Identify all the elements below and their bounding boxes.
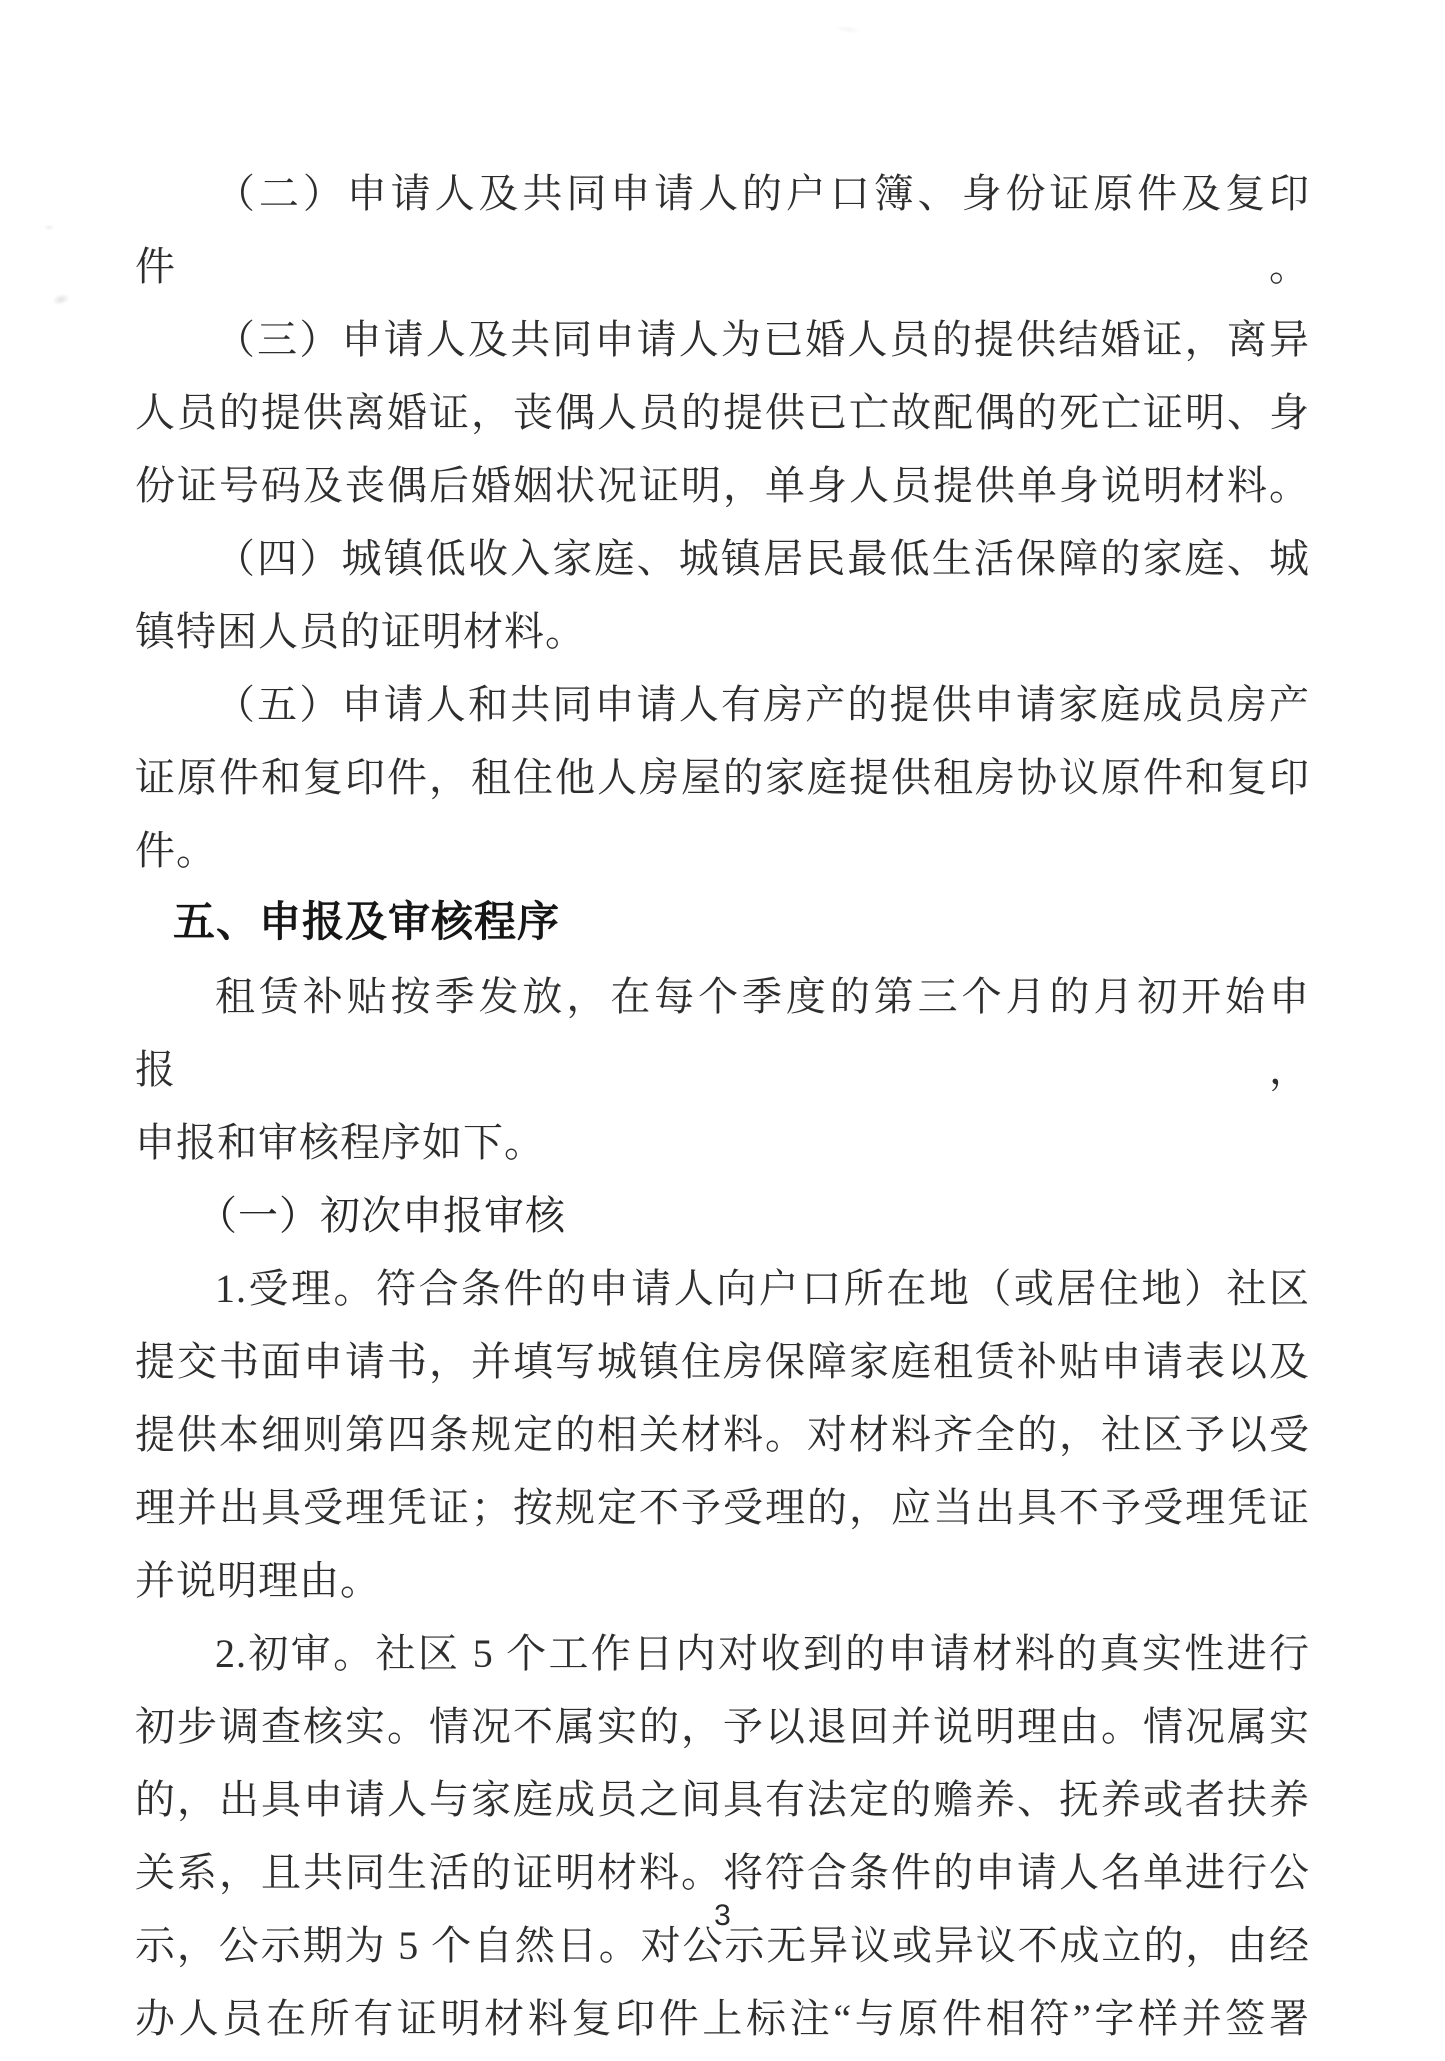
text-line: 件。 (135, 828, 217, 873)
text-line: 人员的提供离婚证，丧偶人员的提供已亡故配偶的死亡证明、身 (135, 390, 1310, 435)
page-number: 3 (714, 1899, 731, 1932)
section-heading: 五、申报及审核程序 (173, 900, 561, 946)
scan-artifact (44, 224, 54, 231)
text-line: 的，出具申请人与家庭成员之间具有法定的赡养、抚养或者扶养 (135, 1777, 1310, 1822)
text-line: 关系，且共同生活的证明材料。将符合条件的申请人名单进行公 (135, 1850, 1310, 1895)
text-line: 租赁补贴按季发放，在每个季度的第三个月的月初开始申报， (135, 974, 1310, 1092)
text-line: 初步调查核实。情况不属实的，予以退回并说明理由。情况属实 (135, 1704, 1310, 1749)
text-line: （二）申请人及共同申请人的户口簿、身份证原件及复印件。 (135, 171, 1310, 289)
scan-artifact (835, 24, 862, 35)
subsection-heading: （一）初次申报审核 (197, 1193, 566, 1238)
text-line: （三）申请人及共同申请人为已婚人员的提供结婚证，离异 (215, 317, 1310, 362)
document-body (135, 157, 1310, 2055)
text-line: 镇特困人员的证明材料。 (135, 609, 586, 654)
text-line: （四）城镇低收入家庭、城镇居民最低生活保障的家庭、城 (215, 536, 1310, 581)
text-line: 2.初审。社区 5 个工作日内对收到的申请材料的真实性进行 (215, 1631, 1310, 1676)
text-line: 提交书面申请书，并填写城镇住房保障家庭租赁补贴申请表以及 (135, 1339, 1310, 1384)
text-line: 1.受理。符合条件的申请人向户口所在地（或居住地）社区 (215, 1266, 1310, 1311)
text-line: 并说明理由。 (135, 1558, 381, 1603)
text-line: 理并出具受理凭证；按规定不予受理的，应当出具不予受理凭证 (135, 1485, 1310, 1530)
text-line: 提供本细则第四条规定的相关材料。对材料齐全的，社区予以受 (135, 1412, 1310, 1457)
text-line: （五）申请人和共同申请人有房产的提供申请家庭成员房产 (215, 682, 1310, 727)
text-line: 示，公示期为 5 个自然日。对公示无异议或异议不成立的，由经 (135, 1923, 1310, 1968)
text-line: 办人员在所有证明材料复印件上标注“与原件相符”字样并签署 (135, 1996, 1310, 2041)
text-line: 份证号码及丧偶后婚姻状况证明，单身人员提供单身说明材料。 (135, 463, 1310, 508)
text-line: 申报和审核程序如下。 (135, 1120, 545, 1165)
text-line: 证原件和复印件，租住他人房屋的家庭提供租房协议原件和复印 (135, 755, 1310, 800)
scan-artifact (51, 292, 71, 307)
